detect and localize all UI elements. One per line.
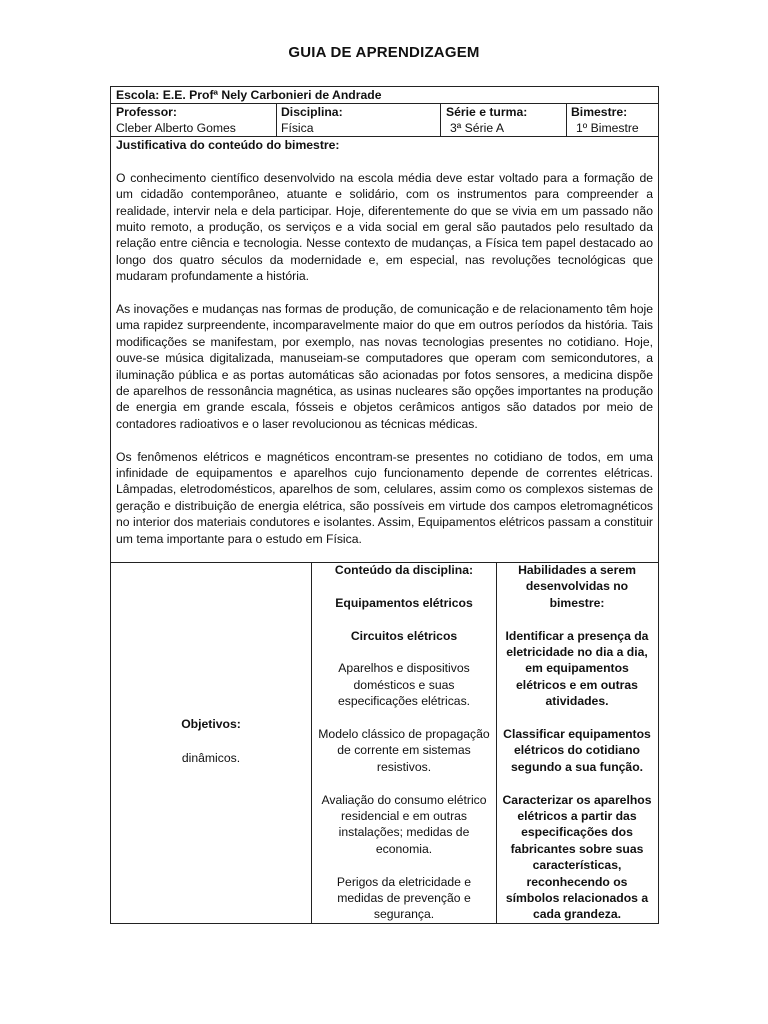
conteudo-label: Conteúdo da disciplina: [334, 563, 474, 577]
habilidades-item: Classificar equipamentos elétricos do cotidiano segundo a sua função. [503, 727, 651, 774]
disciplina-value: Física [281, 121, 314, 136]
professor-value: Cleber Alberto Gomes [116, 121, 236, 136]
objetivos-label: Objetivos: [181, 717, 241, 731]
conteudo-item: Modelo clássico de propagação de corrente em sistemas resistivos. [318, 727, 490, 774]
serie-label: Série e turma: [446, 105, 528, 119]
habilidades-item: Identificar a presença da eletricidade no dia a dia, em equipamentos elétricos e em outras atividades. [505, 628, 649, 709]
justificativa-paragraph: Os fenômenos elétricos e magnéticos encontram-se presentes no cotidiano de todos, em uma infinidade de equipamentos e aparelhos cujo funcionamento depende de correntes elétricas. Lâmpadas, eletrodomésticos, aparelhos de som, celulares, assim como os complexos sistemas de geração e distribuição de energia elétrica, são possíveis em virtude dos campos eletromagnéticos no interior dos materiais condutores e isolantes. Assim, Equipamentos elétricos passam a constituir um tema importante para o estudo em Física. [116, 449, 653, 546]
school-name: Escola: E.E. Profª Nely Carbonieri de Andrade [116, 88, 382, 102]
habilidades-item: Caracterizar os aparelhos elétricos a partir das especificações dos fabricantes sobre suas características, reconhecendo os símbolos relacionados a cada grandeza. [502, 792, 652, 922]
bimestre-cell [571, 104, 657, 137]
conteudo-item: Equipamentos elétricos [335, 595, 473, 610]
serie-cell [446, 104, 564, 137]
serie-value: 3ª Série A [450, 121, 504, 136]
disciplina-label: Disciplina: [281, 105, 343, 119]
bimestre-value: 1º Bimestre [576, 121, 639, 136]
bimestre-label: Bimestre: [571, 105, 628, 119]
conteudo-item: Aparelhos e dispositivos domésticos e suas especificações elétricas. [337, 661, 471, 709]
disciplina-cell [281, 104, 437, 137]
justificativa-label: Justificativa do conteúdo do bimestre: [116, 138, 340, 152]
habilidades-label: Habilidades a serem desenvolvidas no bimestre: [518, 563, 636, 610]
conteudo-item: Avaliação do consumo elétrico residencial e em outras instalações; medidas de economia. [321, 792, 487, 856]
objetivos-value: dinâmicos. [181, 751, 241, 765]
justificativa-paragraph: As inovações e mudanças nas formas de produção, de comunicação e de relacionamento têm hoje uma rapidez surpreendente, incomparavelmente maior do que em outros períodos da história. Tais modificações se manifestam, por exemplo, nas novas tecnologias presentes no cotidiano. Hoje, ouve-se música digitalizada, manuseiam-se computadores que operam com semicondutores, a iluminação pública e as portas automáticas são acionadas por fotos sensores, a medicina dispõe de aparelhos de ressonância magnética, as usinas nucleares são opções importantes na produção de energia em grande escala, fósseis e objetos cerâmicos antigos são datados por meio de contadores radioativos e o laser revolucionou as técnicas médicas. [116, 302, 653, 431]
justificativa-paragraph: O conhecimento científico desenvolvido na escola média deve estar voltado para a formação de um cidadão contemporâneo, atuante e solidário, com os instrumentos para compreender a realidade, intervir nela e dela participar. Hoje, diferentemente do que se vivia em um passado não muito remoto, a produção, os serviços e a vida social em geral são pautados pelo resultado da relação entre ciência e tecnologia. Nesse contexto de mudanças, a Física tem papel destacado ao longo dos quatro séculos da modernidade e, em especial, nas revoluções tecnológicas que mudaram profundamente a história. [116, 170, 653, 284]
conteudo-item: Perigos da eletricidade e medidas de prevenção e segurança. [336, 874, 472, 922]
professor-label: Professor: [116, 105, 177, 119]
page-title: GUIA DE APRENDIZAGEM [288, 44, 480, 61]
professor-cell [116, 104, 274, 137]
conteudo-column [316, 562, 492, 923]
justificativa-section [116, 137, 653, 561]
conteudo-item: Circuitos elétricos [350, 628, 458, 643]
habilidades-column [501, 562, 653, 923]
